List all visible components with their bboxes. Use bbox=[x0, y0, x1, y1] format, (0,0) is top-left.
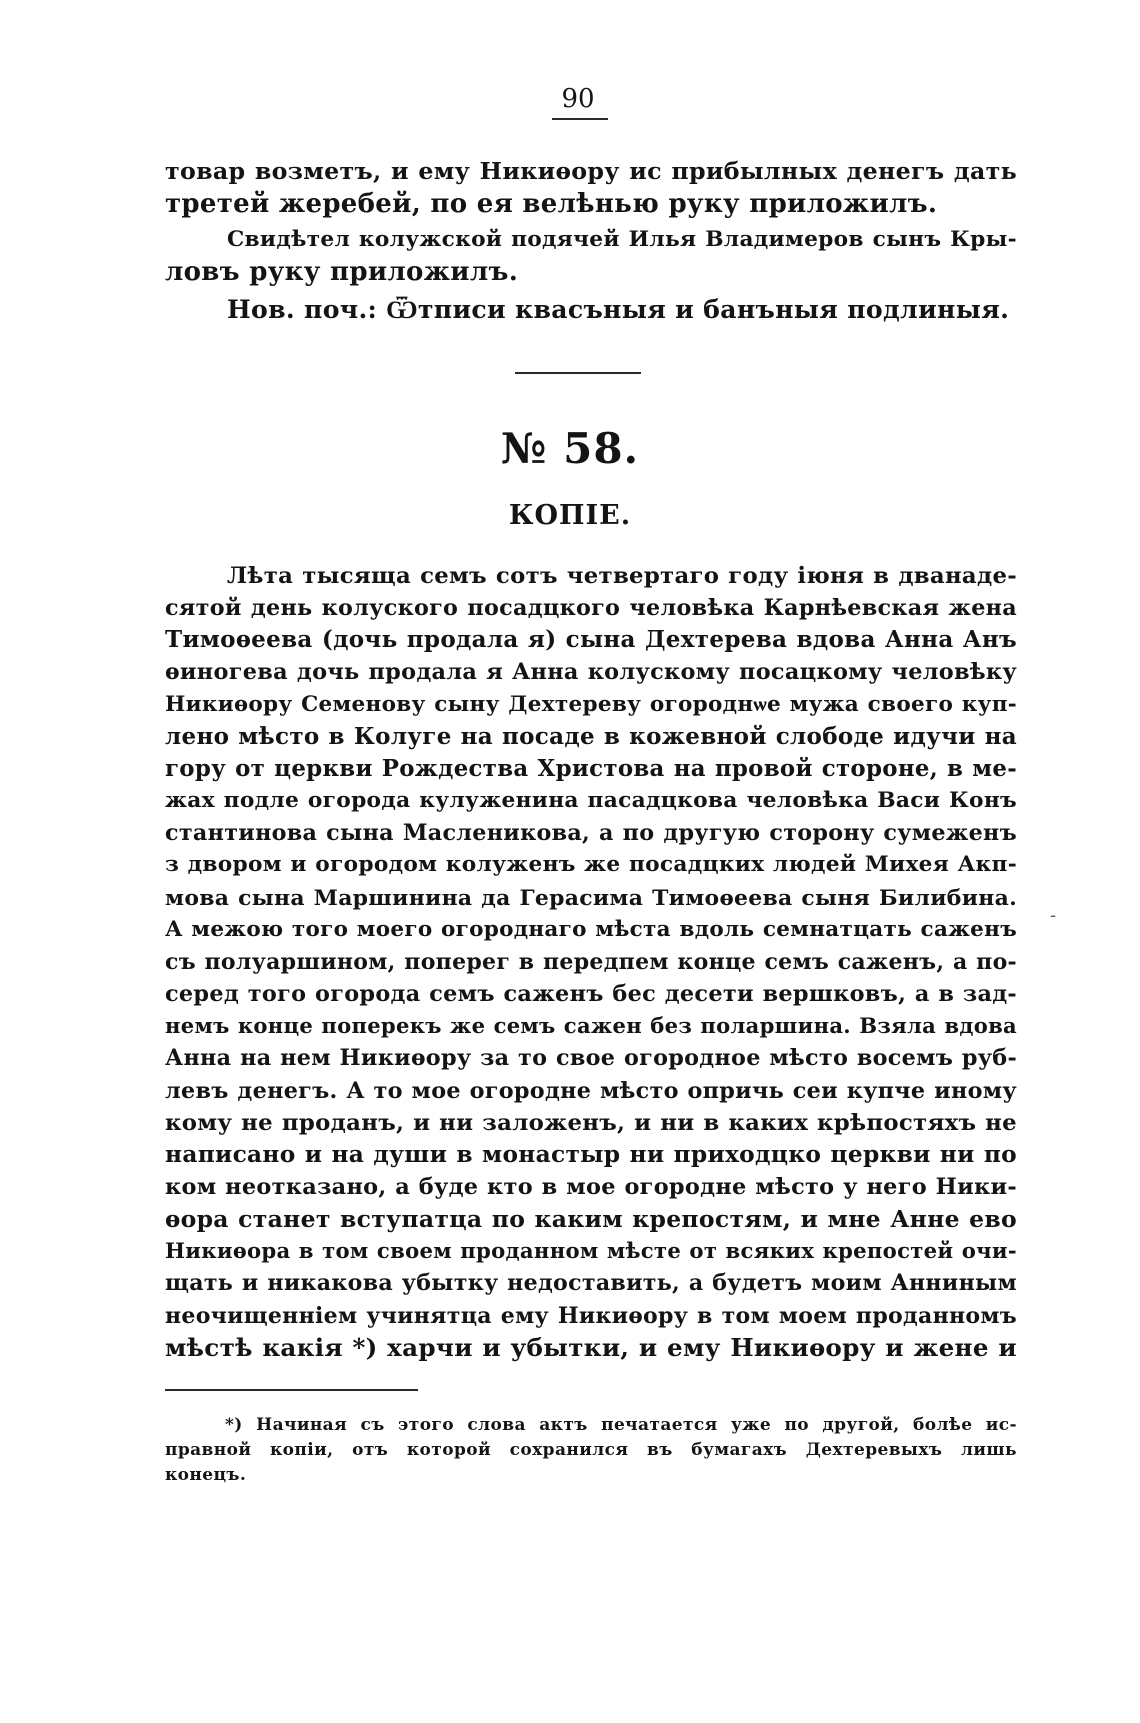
text-line: написано и на души в монастыр ни приходцко церкви ни по bbox=[165, 1140, 1017, 1168]
text-line: серед того огорода семъ саженъ бес десети вершковъ, а в зад- bbox=[165, 981, 1017, 1008]
text-line: лено мѣсто в Колуге на посаде в кожевной слободе идучи на bbox=[165, 722, 1017, 750]
text-line: з двором и огородом колуженъ же посадцких людей Михея Акп- bbox=[165, 852, 1017, 878]
text-line: щать и никакова убытку недоставить, а будетъ моим Анниным bbox=[165, 1270, 1017, 1297]
margin-mark: - bbox=[1050, 905, 1057, 926]
footnote-line: правной копіи, отъ которой сохранился въ бумагахъ Дехтеревыхъ лишь bbox=[165, 1440, 1017, 1460]
page-number-underline bbox=[552, 118, 608, 120]
footnote-separator bbox=[165, 1389, 418, 1391]
text-line: Свидѣтел колужской подячей Илья Владимеров сынъ Кры- bbox=[227, 227, 1017, 252]
text-line: кому не проданъ, и ни заложенъ, и ни в каких крѣпостяхъ не bbox=[165, 1109, 1017, 1136]
text-line: ѳиногева дочь продала я Анна колускому посацкому человѣку bbox=[165, 659, 1017, 686]
page-number: 90 bbox=[561, 84, 595, 114]
footnote-line: конецъ. bbox=[165, 1465, 247, 1485]
text-line: третей жеребей, по ея велѣнью руку приложилъ. bbox=[165, 189, 938, 219]
document-body bbox=[165, 560, 1017, 1364]
footnote-line: *) Начиная съ этого слова актъ печатается уже по другой, болѣе ис- bbox=[225, 1415, 1017, 1435]
document-number: № 58. bbox=[500, 424, 640, 473]
text-line: жах подле огорода кулуженина пасадцкова человѣка Васи Конъ bbox=[165, 788, 1017, 814]
section-separator bbox=[515, 372, 641, 374]
text-line: мѣстѣ какія *) харчи и убытки, и ему Никиѳору и жене и bbox=[165, 1332, 1017, 1362]
text-line: сятой день колуского посадцкого человѣка Карнѣевская жена bbox=[165, 595, 1017, 622]
text-line: мова сына Маршинина да Герасима Тимоѳеева сыня Билибина. bbox=[165, 884, 1017, 911]
text-line: Нов. поч.: Ѿтписи квасъныя и банъныя подлиныя. bbox=[227, 294, 1010, 324]
text-line: товар возметъ, и ему Никиѳору ис прибылных денегъ дать bbox=[165, 157, 1017, 185]
text-line: Тимоѳеева (дочь продала я) сына Дехтерева вдова Анна Анъ bbox=[165, 626, 1017, 654]
text-line: Лѣта тысяща семъ сотъ четвертаго году іюня в дванаде- bbox=[227, 563, 1017, 589]
text-line: стантинова сына Масленикова, а по другую сторону сумеженъ bbox=[165, 820, 1017, 847]
text-line: ловъ руку приложилъ. bbox=[165, 257, 519, 287]
text-line: ѳора станет вступатца по каким крепостям, и мне Анне ево bbox=[165, 1205, 1017, 1234]
text-line: А межою того моего огороднаго мѣста вдоль семнатцать саженъ bbox=[165, 916, 1017, 942]
text-line: гору от церкви Рождества Христова на провой стороне, в ме- bbox=[165, 755, 1017, 782]
text-line: ком неотказано, а буде кто в мое огородне мѣсто у него Ники- bbox=[165, 1173, 1017, 1200]
text-line: съ полуаршином, поперег в передпем конце семъ саженъ, а по- bbox=[165, 948, 1017, 975]
text-line: левъ денегъ. А то мое огородне мѣсто опричь сеи купче иному bbox=[165, 1077, 1017, 1104]
text-line: немъ конце поперекъ же семъ сажен без поларшина. Взяла вдова bbox=[165, 1013, 1017, 1039]
text-line: Анна на нем Никиѳору за то свое огородное мѣсто восемъ руб- bbox=[165, 1045, 1017, 1072]
document-heading: КОПІЕ. bbox=[508, 500, 632, 531]
footnote bbox=[165, 1413, 1017, 1488]
text-line: Никиѳору Семенову сыну Дехтереву огороднѡе мужа своего куп- bbox=[165, 691, 1017, 717]
text-line: Никиѳора в том своем проданном мѣсте от всяких крепостей очи- bbox=[165, 1238, 1017, 1264]
text-line: неочищеннiем учинятца ему Никиѳору в том моем проданномъ bbox=[165, 1302, 1017, 1329]
previous-document-ending bbox=[165, 155, 1017, 326]
